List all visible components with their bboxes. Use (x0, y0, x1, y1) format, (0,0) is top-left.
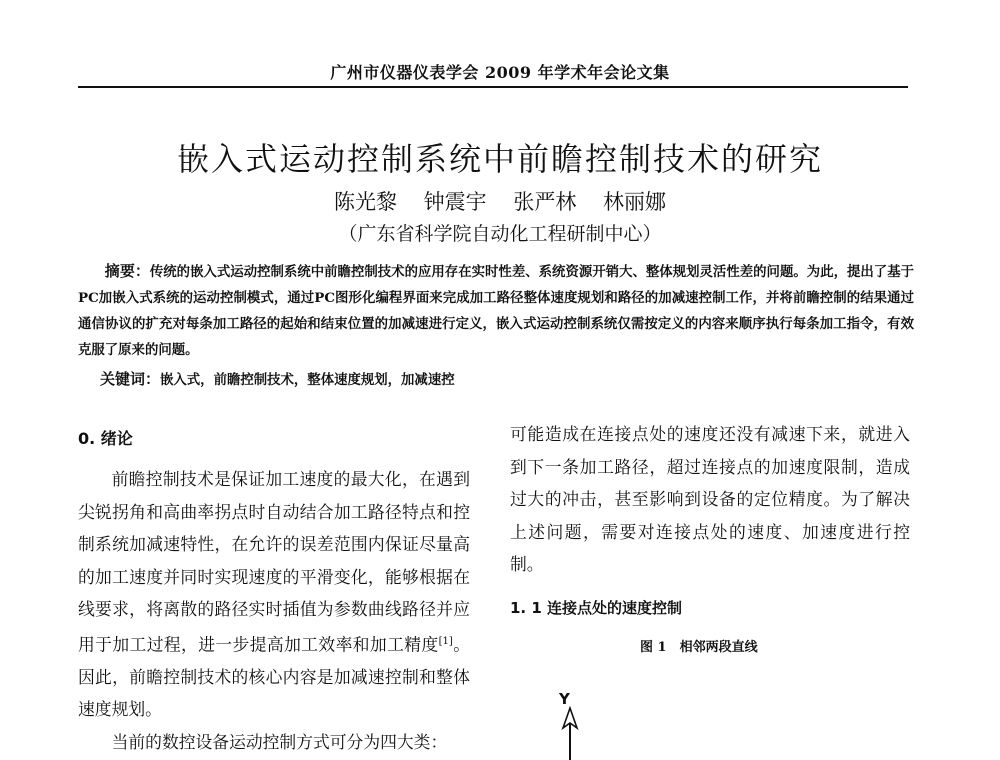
body-paragraph (78, 463, 470, 726)
abstract-label: 摘要： (104, 262, 150, 280)
body-paragraph: 可能造成在连接点处的速度还没有减速下来，就进入到下一条加工路径，超过连接点的加速度限制，造成过大的冲击，甚至影响到设备的定位精度。为了解决上述问题，需要对连接点处的速度、加速度进行控制。 (510, 424, 910, 574)
section-heading: 0. 绪论 (78, 429, 133, 448)
y-axis-arrow (555, 706, 585, 760)
paragraph-text: 前瞻控制技术是保证加工速度的最大化，在遇到尖锐拐角和高曲率拐点时自动结合加工路径特点和控制系统加减速特性，在允许的误差范围内保证尽量高的加工速度并同时实现速度的平滑变化，能够根据在线要求，将离散的路径实时插值为参数曲线路径并应用于加工过程，进一步提高加工效率和加工精度 (78, 469, 470, 655)
right-column (510, 418, 910, 618)
affiliation: （广东省科学院自动化工程研制中心） (338, 223, 662, 245)
author-name: 林丽娜 (603, 190, 667, 214)
keywords-text: 嵌入式，前瞻控制技术，整体速度规划，加减速控 (160, 372, 455, 388)
citation: [1] (438, 635, 453, 647)
author-list (0, 186, 1000, 216)
author-name: 陈光黎 (333, 190, 397, 214)
abstract (78, 258, 914, 363)
body-paragraph: 当前的数控设备运动控制方式可分为四大类： (111, 731, 448, 752)
paper-title: 嵌入式运动控制系统中前瞻控制技术的研究 (176, 140, 823, 178)
y-axis-label: Y (559, 690, 570, 708)
header-rule (78, 86, 908, 88)
paragraph-text: 。因此，前瞻控制技术的核心内容是加减速控制和整体速度规划。 (78, 634, 470, 720)
subsection-heading: 1. 1 连接点处的速度控制 (510, 598, 683, 617)
author-name: 张严林 (513, 190, 577, 214)
figure-caption: 图 1 相邻两段直线 (640, 640, 758, 655)
journal-header: 广州市仪器仪表学会 2009 年学术年会论文集 (330, 63, 670, 82)
author-name: 钟震宇 (423, 190, 487, 214)
keywords (100, 368, 455, 389)
abstract-text: 传统的嵌入式运动控制系统中前瞻控制技术的应用存在实时性差、系统资源开销大、整体规划灵活性差的问题。为此，提出了基于PC加嵌入式系统的运动控制模式，通过PC图形化编程界面来完成加工路径整体速度规划和路径的加减速控制工作，并将前瞻控制的结果通过通信协议的扩充对每条加工路径的起始和结束位置的加减速进行定义，嵌入式运动控制系统仅需按定义的内容来顺序执行每条加工指令，有效克服了原来的问题。 (78, 264, 914, 358)
keywords-label: 关键词： (100, 370, 161, 388)
left-column (78, 426, 470, 758)
